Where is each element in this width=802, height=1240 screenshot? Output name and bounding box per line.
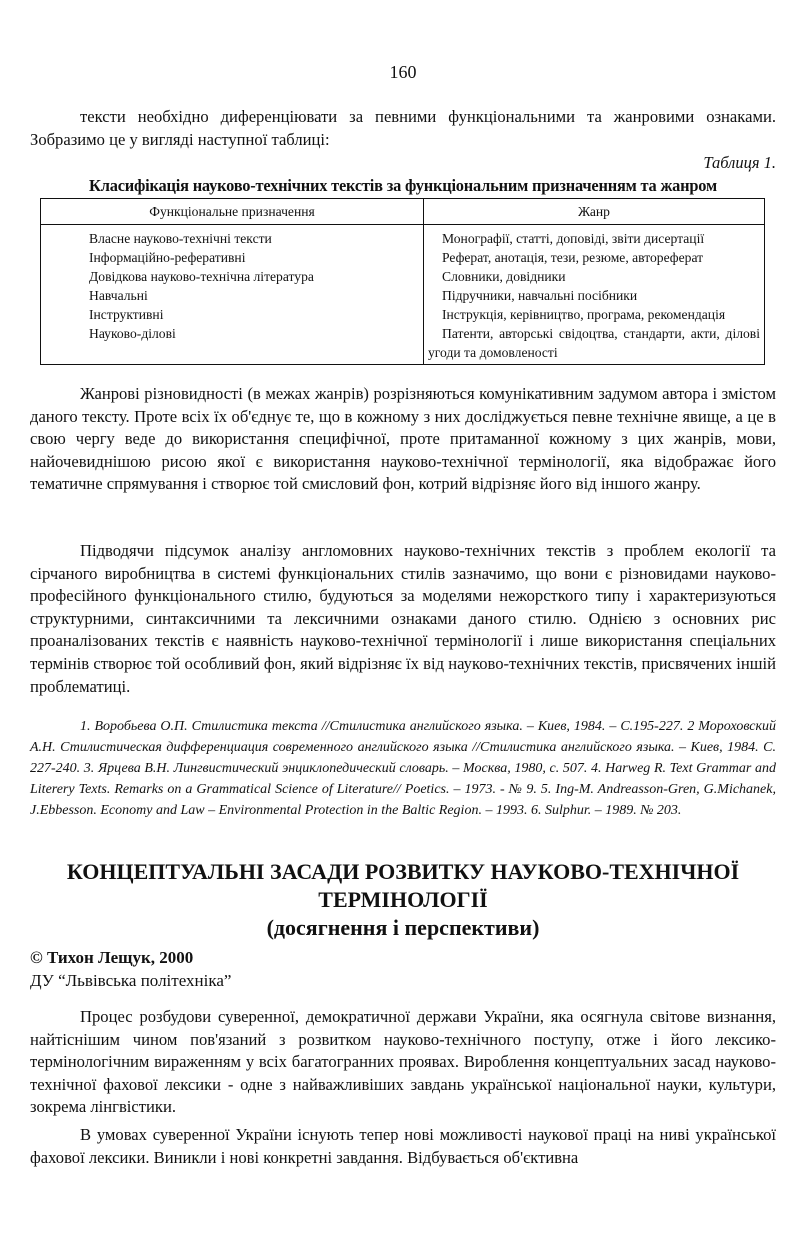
article-title-line: КОНЦЕПТУАЛЬНІ ЗАСАДИ РОЗВИТКУ НАУКОВО-ТЕХНІЧНОЇ xyxy=(66,859,740,884)
article-title-line: ТЕРМІНОЛОГІЇ xyxy=(318,887,488,912)
column-header-function: Функціональне призначення xyxy=(41,199,424,225)
article-paragraph: В умовах суверенної України існують тепер нові можливості наукової праці на ниві української фахової лексики. Виникли і нові конкретні завдання. Відбувається об'єктивна xyxy=(30,1125,776,1167)
table-title: Класифікація науково-технічних текстів за функціональним призначенням та жанром xyxy=(89,176,717,195)
table-cell-function: Власне науково-технічні тексти xyxy=(41,225,424,249)
table-cell-genre: Словники, довідники xyxy=(424,267,765,286)
body-paragraph: Підводячи підсумок аналізу англомовних науково-технічних текстів з проблем екології та сірчаного виробництва в системі функціональних стилів зазначимо, що вони є різновидами науково-професійного функціонального стилю, будуються за моделями нежорсткого типу і характеризуються структурними, синтаксичними та лексичними ознаками даного стилю. Однією з основних рис проаналізованих текстів є наявність науково-технічної термінології і лише використання спеціальних термінів створює той особливий фон, який відрізняє їх від науково-технічних текстів, присвячених іншій проблематиці. xyxy=(30,541,776,696)
table-cell-genre: Патенти, авторські свідоцтва, стандарти, акти, ділові угоди та домовленості xyxy=(424,324,765,365)
article-author: © Тихон Лещук, 2000 xyxy=(30,948,194,967)
table-cell-genre: Реферат, анотація, тези, резюме, автореферат xyxy=(424,248,765,267)
intro-paragraph: тексти необхідно диференціювати за певними функціональними та жанровими ознаками. Зобразимо це у вигляді наступної таблиці: xyxy=(30,107,776,149)
table-cell-genre: Монографії, статті, доповіді, звіти дисертації xyxy=(424,225,765,249)
table-row xyxy=(41,267,765,286)
table-row xyxy=(41,324,765,365)
table-header-row xyxy=(41,199,765,225)
references: 1. Воробьева О.П. Стилистика текста //Стилистика английского языка. – Киев, 1984. – С.195-227. 2 Мороховский А.Н. Стилистическая дифференциация современного английского языка //Стилистика английского языка. – Киев, 1984. С. 227-240. 3. Ярцева В.Н. Лингвистический энциклопедический словарь. – Москва, 1980, с. 507. 4. Harweg R. Text Grammar and Literery Texts. Remarks on a Grammatical Science of Literature// Poetics. – 1973. - № 9. 5. Ing-M. Andreasson-Gren, G.Michanek, J.Ebbesson. Economy and Law – Environmental Protection in the Baltic Region. – 1993. 6. Sulphur. – 1989. № 203. xyxy=(30,719,776,818)
article-paragraph: Процес розбудови суверенної, демократичної держави України, яка осягнула світове визнання, найтіснішим чином пов'язаний з розвитком науково-технічного поступу, отже і його лексико-термінологічним вираженням у всіх багатогранних проявах. Вироблення концептуальних засад науково-технічної фахової лексики - одне з найважливіших завдань української національної науки, культури, зокрема лінгвістики. xyxy=(30,1007,776,1117)
table-cell-function: Інформаційно-реферативні xyxy=(41,248,424,267)
page-number: 160 xyxy=(389,62,417,82)
classification-table xyxy=(40,198,765,365)
table-row xyxy=(41,225,765,249)
table-number: Таблиця 1. xyxy=(703,153,776,172)
table-cell-genre: Інструкція, керівництво, програма, рекомендація xyxy=(424,305,765,324)
table-cell-function: Науково-ділові xyxy=(41,324,424,365)
table-row xyxy=(41,248,765,267)
table-cell-function: Довідкова науково-технічна література xyxy=(41,267,424,286)
table-row xyxy=(41,305,765,324)
table-cell-function: Інструктивні xyxy=(41,305,424,324)
article-subtitle: (досягнення і перспективи) xyxy=(266,915,540,940)
article-affiliation: ДУ “Львівська політехніка” xyxy=(30,971,232,990)
article-heading xyxy=(30,858,776,942)
column-header-genre: Жанр xyxy=(424,199,765,225)
table-cell-function: Навчальні xyxy=(41,286,424,305)
table-cell-genre: Підручники, навчальні посібники xyxy=(424,286,765,305)
body-paragraph: Жанрові різновидності (в межах жанрів) розрізняються комунікативним задумом автора і змістом даного тексту. Проте всіх їх об'єднує те, що в кожному з них досліджується певне технічне явище, а це в свою чергу веде до використання специфічної, проте притаманної кожному з цих жанрів, мови, найочевиднішою рисою якої є використання науково-технічної термінології, яка відображає його тематичне спрямування і створює той смисловий фон, котрий відрізняє його від іншого жанру. xyxy=(30,384,776,494)
table-row xyxy=(41,286,765,305)
